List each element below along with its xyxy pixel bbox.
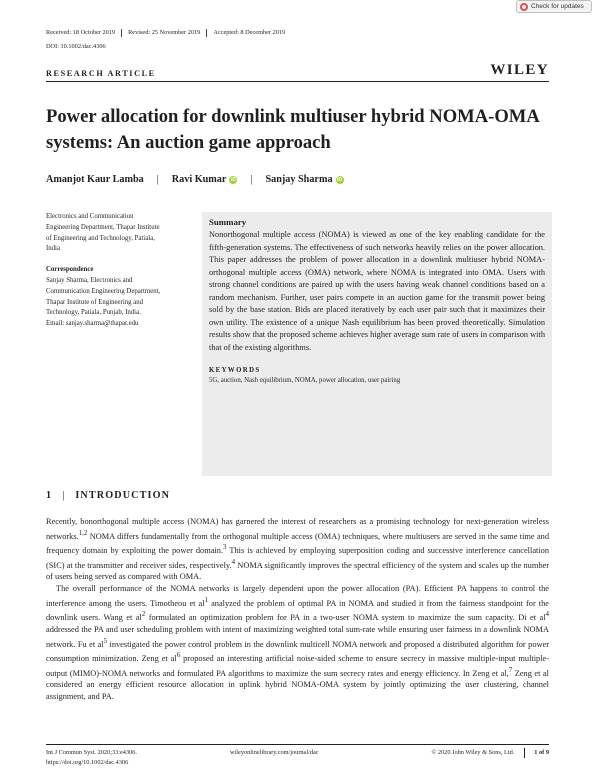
correspondence-line: Technology, Patiala, Punjab, India. bbox=[46, 309, 141, 317]
revised-date: Revised: 25 November 2019 bbox=[121, 29, 206, 37]
received-date: Received: 18 October 2019 bbox=[46, 29, 116, 36]
citation[interactable]: 2 bbox=[141, 610, 146, 619]
footer-citation bbox=[46, 748, 137, 768]
citation[interactable]: 3 bbox=[223, 543, 227, 552]
paragraph bbox=[46, 516, 549, 583]
journal-citation: Int J Commun Syst. 2020;33:e4306. bbox=[46, 749, 137, 756]
author-separator: | bbox=[250, 174, 253, 185]
text-run: NOMA differs fundamentally from the orthogonal multiple access (OMA) techniques, where multiusers are served in the same time and frequency domain by exploiting the power domain. bbox=[46, 531, 549, 556]
summary-heading: Summary bbox=[209, 217, 247, 227]
correspondence-line: Sanjay Sharma, Electronics and bbox=[46, 276, 133, 284]
check-for-updates-button[interactable] bbox=[516, 0, 592, 13]
section-heading bbox=[46, 490, 170, 501]
body-text bbox=[46, 516, 549, 703]
author-name[interactable]: Sanjay Sharma bbox=[265, 174, 333, 185]
abstract-box bbox=[202, 212, 552, 476]
article-dates bbox=[46, 29, 291, 37]
text-run: addressed the PA and user scheduling problem with intent of maximizing weighted total sum-rate while ensuring user fairness in a downlink NOMA network. Fu et al bbox=[46, 624, 549, 649]
text-run: The overall performance of the NOMA networks is largely dependent upon the power allocation (PA). Efficient PA happens to control the interference among the users. Timotheou et al bbox=[46, 584, 549, 608]
author-name[interactable]: Ravi Kumar bbox=[171, 174, 227, 185]
text-run: investigated the power control problem in the downlink multicell NOMA network and proposed a distributed algorithm for power consumption minimization. Zeng et al bbox=[46, 639, 549, 663]
doi-line: DOI: 10.1002/dac.4306 bbox=[46, 43, 106, 50]
citation[interactable]: 4 bbox=[545, 610, 549, 619]
section-number: 1 bbox=[46, 490, 53, 501]
publisher-logo: WILEY bbox=[490, 62, 549, 78]
section-title: INTRODUCTION bbox=[75, 490, 171, 501]
text-run: NOMA significantly improves the spectral efficiency of the system and scales up the number of users being served as compared with OMA. bbox=[46, 560, 549, 582]
affiliation-line: Engineering Department, Thapar Institute bbox=[46, 223, 160, 231]
correspondence-line: Communication Engineering Department, bbox=[46, 287, 161, 295]
text-run: Recently, bonorthogonal multiple access (NOMA) has garnered the interest of researchers as a promising technology for next-generation wireless networks. bbox=[46, 517, 549, 541]
header-rule bbox=[46, 81, 549, 82]
doi-link[interactable]: https://doi.org/10.1002/dac.4306 bbox=[46, 758, 129, 766]
text-run: formulated an optimization problem for PA in a two-user NOMA system to maximize the sum capacity. Di et al bbox=[145, 613, 546, 623]
text-run: proposed an interesting artificial noise-aided scheme to ensure secrecy in massive multiple-input multiple-output (MIMO)-NOMA networks and formulated PA algorithms to maximize the sum secrecy rates and energy efficiency. In Zeng et al, bbox=[46, 653, 550, 678]
author-name[interactable]: Amanjot Kaur Lamba bbox=[46, 174, 144, 185]
citation[interactable]: 1,2 bbox=[78, 528, 88, 537]
paper-title: Power allocation for downlink multiuser hybrid NOMA-OMA systems: An auction game approach bbox=[46, 106, 539, 153]
author-separator: | bbox=[156, 174, 159, 185]
citation[interactable]: 5 bbox=[103, 636, 108, 645]
citation[interactable]: 7 bbox=[508, 665, 513, 674]
copyright: © 2020 John Wiley & Sons, Ltd. bbox=[431, 749, 515, 756]
page-number: 1 of 9 bbox=[524, 748, 549, 758]
correspondence-heading: Correspondence bbox=[46, 266, 94, 274]
article-type: RESEARCH ARTICLE bbox=[46, 69, 156, 78]
citation[interactable]: 1 bbox=[204, 595, 209, 604]
text-run: This is achieved by employing superposition coding and successive interference cancellation (SIC) at the transmitter and receiver sides, respectively. bbox=[46, 546, 550, 570]
accepted-date: Accepted: 8 December 2019 bbox=[206, 29, 291, 37]
keywords-heading: KEYWORDS bbox=[209, 367, 261, 374]
section-separator: | bbox=[62, 490, 66, 501]
orcid-icon[interactable]: iD bbox=[230, 176, 236, 183]
side-notes bbox=[46, 212, 194, 330]
text-run: Zeng et al considered an energy efficient resource allocation in uplink hybrid NOMA-OMA system by jointly optimizing the user clustering, channel assignment, and PA. bbox=[46, 668, 550, 701]
citation[interactable]: 6 bbox=[176, 651, 181, 660]
author-list bbox=[46, 174, 344, 185]
correspondence-email[interactable]: Email: sanjay.sharma@thapar.edu bbox=[46, 320, 139, 328]
affiliation-line: Electronics and Communication bbox=[46, 213, 134, 220]
footer-rule bbox=[46, 744, 549, 745]
check-updates-icon bbox=[520, 3, 528, 11]
affiliation-line: India bbox=[46, 245, 60, 253]
paragraph bbox=[46, 583, 549, 703]
journal-site-link[interactable]: wileyonlinelibrary.com/journal/dac bbox=[230, 749, 319, 756]
correspondence-line: Thapar Institute of Engineering and bbox=[46, 298, 144, 306]
affiliation-line: of Engineering and Technology, Patiala, bbox=[46, 234, 155, 242]
footer-right bbox=[432, 748, 549, 758]
check-updates-label: Check for updates bbox=[531, 3, 584, 10]
text-run: analyzed the problem of optimal PA in NOMA and studied it from the fairness standpoint for the downlink users. Wang et al bbox=[46, 598, 549, 623]
summary-text: Nonorthogonal multiple access (NOMA) is viewed as one of the key enabling candidate for the fifth-generation systems. The effectiveness of such networks heavily relies on the power allocation. This paper addresses the problem of power allocation in a downlink multiuser hybrid NOMA-orthogonal multiple access (OMA) network, where NOMA is integrated into OMA. Users with strong channel conditions are paired up with the users having weak channel conditions based on a random mechanism. Further, user pairs compete in an auction game for the transmit power being sold by the base station. Bids are placed iteratively by each user pair such that it maximizes their own utility. The existence of a unique Nash equilibrium has been proved theoretically. Simulation results show that the proposed scheme achieves higher average sum rate of users in comparison with that of the existing algorithms. bbox=[209, 230, 545, 352]
citation[interactable]: 4 bbox=[231, 557, 236, 566]
orcid-icon[interactable]: iD bbox=[337, 176, 343, 183]
keywords-text: 5G, auction, Nash equilibrium, NOMA, power allocation, user pairing bbox=[209, 377, 401, 384]
